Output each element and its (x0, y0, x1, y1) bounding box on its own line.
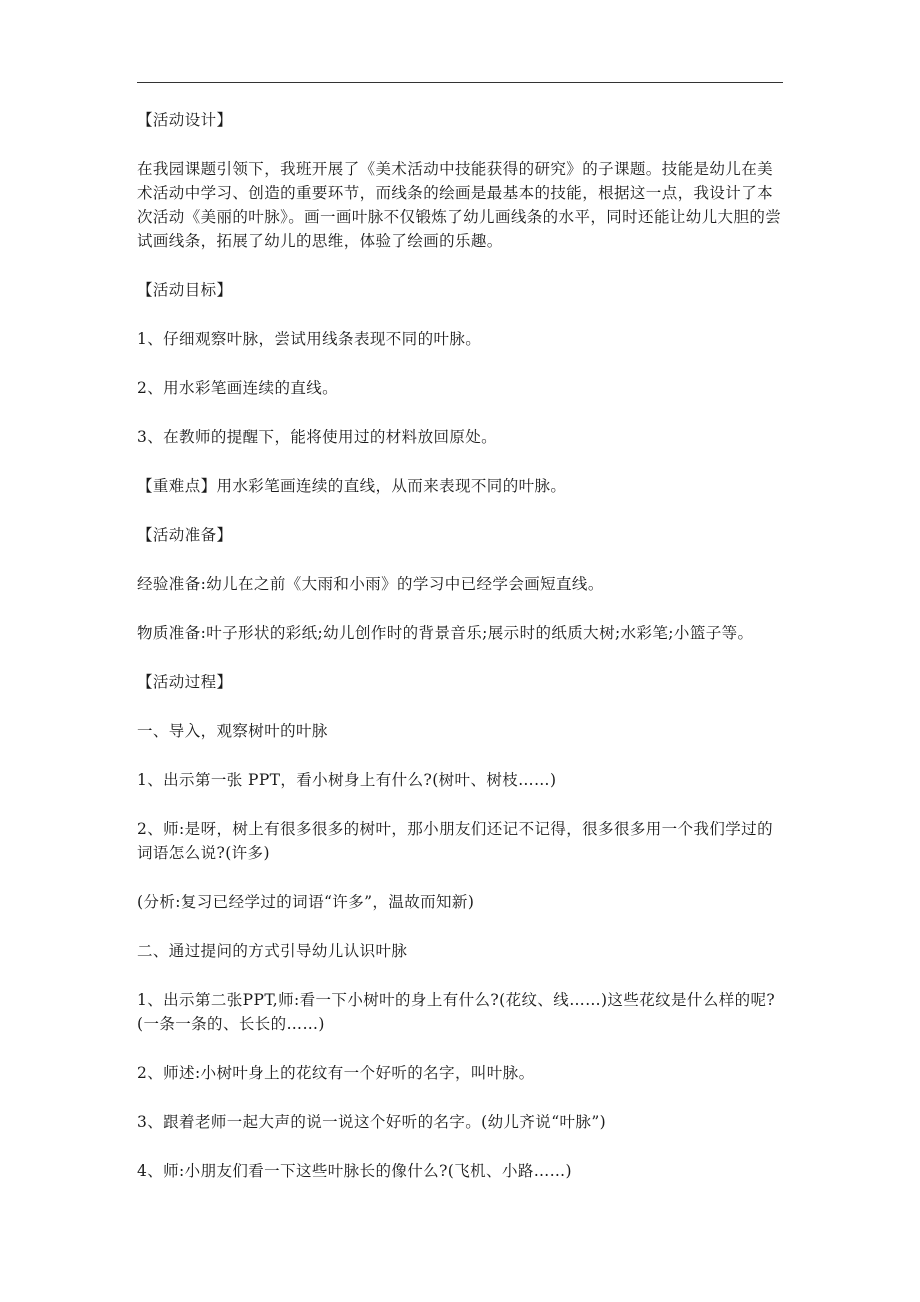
section-heading-activity-goals: 【活动目标】 (137, 281, 233, 299)
goal-item-3: 3、在教师的提醒下，能将使用过的材料放回原处。 (137, 428, 498, 446)
prep-experience: 经验准备:幼儿在之前《大雨和小雨》的学习中已经学会画短直线。 (137, 575, 604, 593)
process-item-2-4: 4、师:小朋友们看一下这些叶脉长的像什么?(飞机、小路……) (137, 1162, 572, 1180)
process-item-2-2: 2、师述:小树叶身上的花纹有一个好听的名字，叫叶脉。 (137, 1064, 535, 1082)
header-rule (137, 82, 783, 83)
key-difficulty-paragraph: 【重难点】用水彩笔画连续的直线，从而来表现不同的叶脉。 (137, 477, 567, 495)
paragraph-design-description: 在我园课题引领下，我班开展了《美术活动中技能获得的研究》的子课题。技能是幼儿在美术活动中学习、创造的重要环节，而线条的绘画是最基本的技能，根据这一点，我设计了本次活动《美丽的叶脉》。画一画叶脉不仅锻炼了幼儿画线条的水平，同时还能让幼儿大胆的尝试画线条，拓展了幼儿的思维，体验了绘画的乐趣。 (137, 160, 782, 250)
section-heading-activity-prep: 【活动准备】 (137, 526, 233, 544)
process-item-1-2: 2、师:是呀，树上有很多很多的树叶，那小朋友们还记不记得，很多很多用一个我们学过的词语怎么说?(许多) (137, 820, 773, 862)
section-heading-activity-process: 【活动过程】 (137, 673, 233, 691)
document-body (137, 108, 787, 1208)
process-item-2-3: 3、跟着老师一起大声的说一说这个好听的名字。(幼儿齐说“叶脉”) (137, 1113, 607, 1131)
prep-materials: 物质准备:叶子形状的彩纸;幼儿创作时的背景音乐;展示时的纸质大树;水彩笔;小篮子等。 (137, 624, 754, 642)
process-item-2-1: 1、出示第二张PPT,师:看一下小树叶的身上有什么?(花纹、线……)这些花纹是什么样的呢?(一条一条的、长长的……) (137, 991, 776, 1033)
process-item-1-1: 1、出示第一张 PPT，看小树身上有什么?(树叶、树枝……) (137, 771, 557, 789)
analysis-note: (分析:复习已经学过的词语“许多”，温故而知新) (137, 893, 475, 911)
process-step-heading-1: 一、导入，观察树叶的叶脉 (137, 722, 328, 740)
goal-item-2: 2、用水彩笔画连续的直线。 (137, 379, 339, 397)
process-step-heading-2: 二、通过提问的方式引导幼儿认识叶脉 (137, 942, 408, 960)
goal-item-1: 1、仔细观察叶脉，尝试用线条表现不同的叶脉。 (137, 330, 482, 348)
section-heading-activity-design: 【活动设计】 (137, 111, 233, 129)
